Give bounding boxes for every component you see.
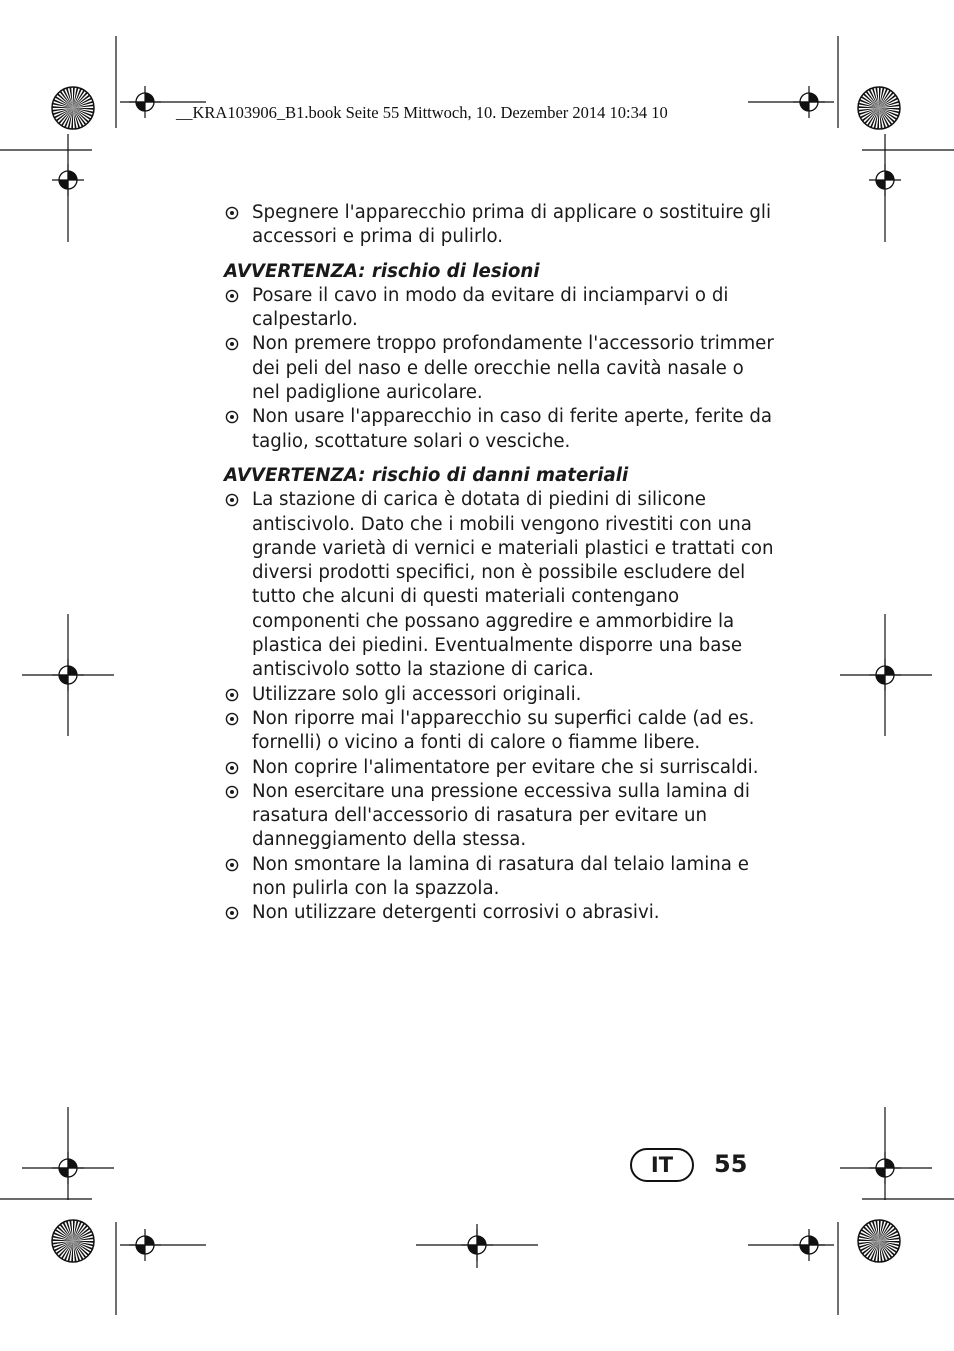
target-bullet-icon xyxy=(225,906,239,920)
crosshair-registration-icon xyxy=(793,86,825,118)
list-item-text: Non riporre mai l'apparecchio su superfici calde (ad es. fornelli) o vicino a fonti di calore o fiamme libere. xyxy=(252,707,755,754)
crosshair-registration-icon xyxy=(869,164,901,196)
list-item xyxy=(224,332,774,405)
crosshair-registration-icon xyxy=(129,86,161,118)
list-item-text: Spegnere l'apparecchio prima di applicare o sostituire gli accessori e prima di pulirlo. xyxy=(252,202,771,248)
starburst-registration-icon xyxy=(858,87,900,129)
target-bullet-icon xyxy=(225,493,239,507)
target-bullet-icon xyxy=(225,688,239,702)
list-item-text: Non usare l'apparecchio in caso di ferite aperte, ferite da taglio, scottature solari o vesciche. xyxy=(252,406,773,452)
starburst-registration-icon xyxy=(858,1220,900,1262)
list-item xyxy=(224,780,774,853)
list-item xyxy=(224,853,774,902)
target-bullet-icon xyxy=(225,206,239,220)
list-item xyxy=(224,284,774,333)
list-item xyxy=(224,201,774,250)
list-item xyxy=(224,756,774,780)
crosshair-registration-icon xyxy=(461,1229,493,1261)
section-injury-warning xyxy=(224,260,774,454)
list-item-text: Non esercitare una pressione eccessiva sulla lamina di rasatura dell'accessorio di rasatura per evitare un danneggiamento della stessa. xyxy=(252,780,750,851)
starburst-registration-icon xyxy=(52,1220,94,1262)
list-item xyxy=(224,683,774,707)
list-item-text: Utilizzare solo gli accessori originali. xyxy=(252,683,582,705)
section-heading: AVVERTENZA: rischio di danni materiali xyxy=(224,464,629,486)
target-bullet-icon xyxy=(225,712,239,726)
list-item xyxy=(224,405,774,454)
document-body xyxy=(224,201,774,926)
list-item-text: Posare il cavo in modo da evitare di inciamparvi o di calpestarlo. xyxy=(252,284,729,331)
target-bullet-icon xyxy=(225,785,239,799)
target-bullet-icon xyxy=(225,858,239,872)
list-item-text: Non smontare la lamina di rasatura dal telaio lamina e non pulirla con la spazzola. xyxy=(252,853,749,900)
crosshair-registration-icon xyxy=(52,1152,84,1184)
crosshair-registration-icon xyxy=(52,164,84,196)
target-bullet-icon xyxy=(225,410,239,424)
section-heading: AVVERTENZA: rischio di lesioni xyxy=(224,260,540,282)
section-damage-warning xyxy=(224,464,774,926)
list-item xyxy=(224,707,774,756)
crosshair-registration-icon xyxy=(869,659,901,691)
crosshair-registration-icon xyxy=(129,1229,161,1261)
print-header: __KRA103906_B1.book Seite 55 Mittwoch, 10. Dezember 2014 10:34 10 xyxy=(176,103,668,122)
list-item xyxy=(224,901,774,925)
target-bullet-icon xyxy=(225,337,239,351)
list-item-text: Non utilizzare detergenti corrosivi o abrasivi. xyxy=(252,902,660,924)
crosshair-registration-icon xyxy=(869,1152,901,1184)
starburst-registration-icon xyxy=(52,87,94,129)
target-bullet-icon xyxy=(225,289,239,303)
language-badge: IT xyxy=(630,1148,694,1182)
list-item-text: Non premere troppo profondamente l'accessorio trimmer dei peli del naso e delle orecchie nella cavità nasale o nel padiglione auricolare. xyxy=(252,333,774,404)
crosshair-registration-icon xyxy=(52,659,84,691)
list-item-text: Non coprire l'alimentatore per evitare che si surriscaldi. xyxy=(252,756,759,778)
section-intro xyxy=(224,201,774,250)
page-number: 55 xyxy=(714,1150,748,1178)
target-bullet-icon xyxy=(225,761,239,775)
list-item-text: La stazione di carica è dotata di piedini di silicone antiscivolo. Dato che i mobili vengono rivestiti con una grande varietà di vernici e materiali plastici e trattati con diversi prodotti specifici, non è possibile escludere del tutto che alcuni di questi materiali contengano componenti che possano aggredire e ammorbidire la plastica dei piedini. Eventualmente disporre una base antiscivolo sotto la stazione di carica. xyxy=(252,489,774,681)
crosshair-registration-icon xyxy=(793,1229,825,1261)
list-item xyxy=(224,488,774,682)
